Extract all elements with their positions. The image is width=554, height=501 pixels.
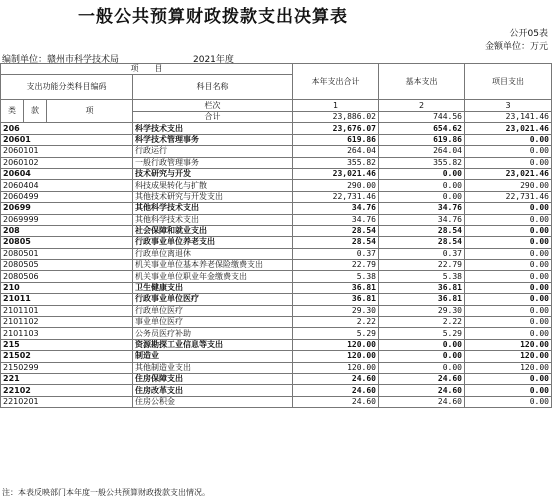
row-total: 34.76: [293, 214, 379, 225]
row-project: 22,731.46: [465, 191, 552, 202]
row-name: 行政单位离退休: [133, 248, 293, 259]
row-basic: 0.00: [379, 168, 465, 179]
row-project: 0.00: [465, 282, 552, 293]
row-basic: 2.22: [379, 317, 465, 328]
row-code: 2060404: [1, 180, 133, 191]
row-name: 其他技术研究与开发支出: [133, 191, 293, 202]
row-code: 2150299: [1, 362, 133, 373]
row-total: 22,731.46: [293, 191, 379, 202]
row-code: 2060101: [1, 146, 133, 157]
header-project: 项 目: [1, 64, 293, 75]
row-project: 0.00: [465, 294, 552, 305]
row-name: 科技成果转化与扩散: [133, 180, 293, 191]
row-project: 0.00: [465, 248, 552, 259]
expenditure-table: [0, 63, 552, 408]
row-project: 0.00: [465, 157, 552, 168]
row-total: 36.81: [293, 294, 379, 305]
row-basic: 36.81: [379, 294, 465, 305]
row-project: 0.00: [465, 260, 552, 271]
row-code: 2101103: [1, 328, 133, 339]
table-row: [1, 294, 552, 305]
row-basic: 0.00: [379, 362, 465, 373]
row-total: 28.54: [293, 225, 379, 236]
table-row: [1, 146, 552, 157]
sum-project: 23,141.46: [465, 111, 552, 123]
row-total: 28.54: [293, 237, 379, 248]
row-name: 社会保障和就业支出: [133, 225, 293, 236]
row-code: 210: [1, 282, 133, 293]
row-name: 公务员医疗补助: [133, 328, 293, 339]
row-basic: 619.86: [379, 134, 465, 145]
row-project: 120.00: [465, 339, 552, 350]
heji-label: 合计: [133, 111, 293, 123]
table-row: [1, 237, 552, 248]
row-total: 120.00: [293, 339, 379, 350]
row-total: 120.00: [293, 351, 379, 362]
row-code: 208: [1, 225, 133, 236]
header-col-basic: 基本支出: [379, 64, 465, 100]
table-row: [1, 396, 552, 407]
row-name: 事业单位医疗: [133, 317, 293, 328]
row-basic: 264.04: [379, 146, 465, 157]
row-name: 技术研究与开发: [133, 168, 293, 179]
row-name: 其他制造业支出: [133, 362, 293, 373]
row-name: 住房改革支出: [133, 385, 293, 396]
table-row: [1, 260, 552, 271]
row-code: 20699: [1, 203, 133, 214]
row-name: 卫生健康支出: [133, 282, 293, 293]
table-row: [1, 317, 552, 328]
row-project: 0.00: [465, 305, 552, 316]
row-basic: 0.37: [379, 248, 465, 259]
row-basic: 36.81: [379, 282, 465, 293]
row-basic: 24.60: [379, 396, 465, 407]
row-name: 科学技术支出: [133, 123, 293, 134]
table-row: [1, 339, 552, 350]
row-code: 21011: [1, 294, 133, 305]
table-row: [1, 282, 552, 293]
header-kuan: 款: [24, 100, 47, 123]
row-total: 2.22: [293, 317, 379, 328]
row-total: 355.82: [293, 157, 379, 168]
table-row: [1, 214, 552, 225]
row-name: 行政运行: [133, 146, 293, 157]
row-project: 0.00: [465, 134, 552, 145]
row-total: 23,676.07: [293, 123, 379, 134]
sum-total: 23,886.02: [293, 111, 379, 123]
header-subject-name: 科目名称: [133, 75, 293, 100]
row-name: 住房公积金: [133, 396, 293, 407]
table-row: [1, 385, 552, 396]
row-basic: 24.60: [379, 373, 465, 384]
row-code: 2101102: [1, 317, 133, 328]
row-total: 24.60: [293, 373, 379, 384]
row-basic: 654.62: [379, 123, 465, 134]
row-code: 2210201: [1, 396, 133, 407]
row-total: 120.00: [293, 362, 379, 373]
row-code: 221: [1, 373, 133, 384]
row-code: 215: [1, 339, 133, 350]
page-title: 一般公共预算财政拨款支出决算表: [78, 7, 348, 27]
row-total: 264.04: [293, 146, 379, 157]
row-basic: 0.00: [379, 180, 465, 191]
row-code: 22102: [1, 385, 133, 396]
row-project: 0.00: [465, 203, 552, 214]
table-row: [1, 168, 552, 179]
col-number-1: 1: [293, 100, 379, 112]
row-total: 23,021.46: [293, 168, 379, 179]
lanci-label: 栏次: [133, 100, 293, 112]
row-code: 2101101: [1, 305, 133, 316]
row-name: 资源勘探工业信息等支出: [133, 339, 293, 350]
form-number: 公开05表: [509, 29, 548, 39]
row-total: 5.29: [293, 328, 379, 339]
row-name: 机关事业单位职业年金缴费支出: [133, 271, 293, 282]
row-basic: 0.00: [379, 339, 465, 350]
row-total: 24.60: [293, 396, 379, 407]
row-basic: 0.00: [379, 351, 465, 362]
table-row: [1, 225, 552, 236]
row-project: 0.00: [465, 373, 552, 384]
row-project: 23,021.46: [465, 168, 552, 179]
row-total: 36.81: [293, 282, 379, 293]
row-project: 0.00: [465, 237, 552, 248]
row-name: 制造业: [133, 351, 293, 362]
row-code: 2080501: [1, 248, 133, 259]
row-code: 2080506: [1, 271, 133, 282]
row-code: 20805: [1, 237, 133, 248]
row-total: 22.79: [293, 260, 379, 271]
row-basic: 5.38: [379, 271, 465, 282]
col-number-3: 3: [465, 100, 552, 112]
row-project: 0.00: [465, 328, 552, 339]
col-number-2: 2: [379, 100, 465, 112]
table-row: [1, 203, 552, 214]
row-basic: 29.30: [379, 305, 465, 316]
header-func-code: 支出功能分类科目编码: [1, 75, 133, 100]
row-name: 一般行政管理事务: [133, 157, 293, 168]
row-name: 行政事业单位医疗: [133, 294, 293, 305]
row-code: 2060499: [1, 191, 133, 202]
row-basic: 22.79: [379, 260, 465, 271]
row-basic: 24.60: [379, 385, 465, 396]
row-project: 290.00: [465, 180, 552, 191]
row-project: 0.00: [465, 225, 552, 236]
row-code: 20601: [1, 134, 133, 145]
row-project: 0.00: [465, 146, 552, 157]
table-row: [1, 271, 552, 282]
table-row: [1, 180, 552, 191]
row-basic: 355.82: [379, 157, 465, 168]
row-project: 0.00: [465, 396, 552, 407]
row-total: 5.38: [293, 271, 379, 282]
row-total: 619.86: [293, 134, 379, 145]
row-total: 0.37: [293, 248, 379, 259]
row-basic: 34.76: [379, 203, 465, 214]
row-name: 住房保障支出: [133, 373, 293, 384]
row-basic: 5.29: [379, 328, 465, 339]
row-name: 行政事业单位养老支出: [133, 237, 293, 248]
row-basic: 28.54: [379, 237, 465, 248]
table-note: 注：本表反映部门本年度一般公共预算财政拨款支出情况。: [2, 488, 210, 497]
row-project: 0.00: [465, 214, 552, 225]
table-row: [1, 305, 552, 316]
header-col-total: 本年支出合计: [293, 64, 379, 100]
row-code: 206: [1, 123, 133, 134]
table-row: [1, 191, 552, 202]
row-project: 0.00: [465, 271, 552, 282]
header-col-project: 项目支出: [465, 64, 552, 100]
row-code: 2060102: [1, 157, 133, 168]
row-total: 34.76: [293, 203, 379, 214]
row-code: 2080505: [1, 260, 133, 271]
row-name: 机关事业单位基本养老保险缴费支出: [133, 260, 293, 271]
row-code: 21502: [1, 351, 133, 362]
row-total: 29.30: [293, 305, 379, 316]
row-total: 290.00: [293, 180, 379, 191]
row-basic: 34.76: [379, 214, 465, 225]
row-name: 其他科学技术支出: [133, 214, 293, 225]
table-row: [1, 157, 552, 168]
row-project: 120.00: [465, 362, 552, 373]
report-year: 2021年度: [193, 55, 234, 65]
table-row: [1, 328, 552, 339]
row-basic: 0.00: [379, 191, 465, 202]
row-code: 20604: [1, 168, 133, 179]
header-xiang: 项: [47, 100, 133, 123]
row-project: 23,021.46: [465, 123, 552, 134]
row-project: 120.00: [465, 351, 552, 362]
reporting-org: 编制单位：赣州市科学技术局: [2, 55, 120, 65]
row-name: 行政单位医疗: [133, 305, 293, 316]
amount-unit: 金额单位：万元: [484, 42, 548, 52]
row-basic: 28.54: [379, 225, 465, 236]
table-row: [1, 248, 552, 259]
sum-basic: 744.56: [379, 111, 465, 123]
table-row: [1, 351, 552, 362]
table-row: [1, 373, 552, 384]
table-row: [1, 123, 552, 134]
row-code: 2069999: [1, 214, 133, 225]
row-name: 其他科学技术支出: [133, 203, 293, 214]
table-row: [1, 134, 552, 145]
header-lei: 类: [1, 100, 24, 123]
row-total: 24.60: [293, 385, 379, 396]
row-name: 科学技术管理事务: [133, 134, 293, 145]
table-row: [1, 362, 552, 373]
row-project: 0.00: [465, 385, 552, 396]
row-project: 0.00: [465, 317, 552, 328]
